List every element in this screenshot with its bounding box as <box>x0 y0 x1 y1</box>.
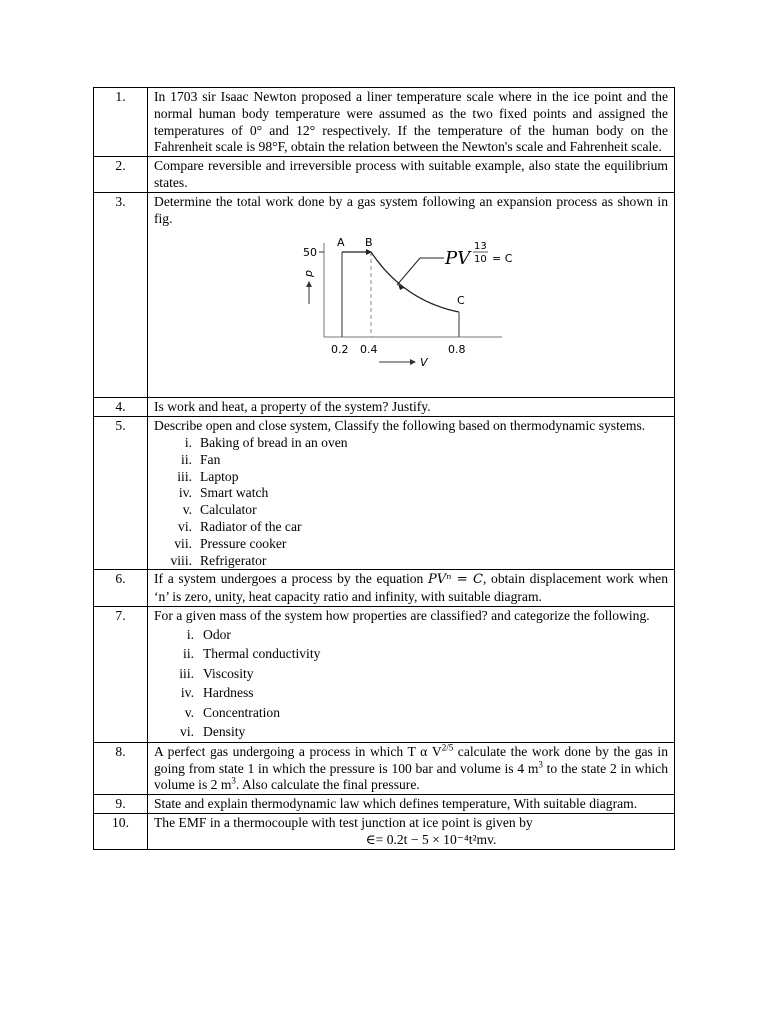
equation: PVⁿ = C <box>428 572 483 588</box>
list-item-numeral: iii. <box>179 665 194 681</box>
question-text: Describe open and close system, Classify the following based on thermodynamic systems. <box>154 418 646 434</box>
question-row-10 <box>94 813 675 849</box>
question-row-7 <box>94 606 675 742</box>
point-c-label: C <box>457 294 465 308</box>
superscript: 2/5 <box>441 742 454 753</box>
question-cell <box>148 570 675 607</box>
x-axis-label: V <box>420 356 428 370</box>
list-item-label: Calculator <box>200 502 257 518</box>
list-item <box>154 502 668 519</box>
list-item-numeral: iv. <box>178 485 192 501</box>
question-cell <box>148 606 675 742</box>
question-row-1 <box>94 88 675 157</box>
question-number: 8. <box>94 742 148 794</box>
list-item-numeral: i. <box>186 626 194 642</box>
question-text: Determine the total work done by a gas system following an expansion process as shown in fig. <box>154 193 668 226</box>
list-item-numeral: vi. <box>178 518 192 534</box>
list-item-numeral: ii. <box>181 451 192 467</box>
x-tick-label: 0.4 <box>360 343 378 357</box>
list-item-label: Refrigerator <box>200 552 267 568</box>
list-item <box>154 435 668 452</box>
list-item-label: Density <box>203 724 246 740</box>
question-text: State and explain thermodynamic law which defines temperature, With suitable diagram. <box>148 795 675 814</box>
curve-label-exp-num: 13 <box>474 241 487 253</box>
question-text: calculate the work done by the gas in going from state 1 in which the pressure is 100 bar and volume is 4 m <box>154 743 668 776</box>
list-item-label: Baking of bread in an oven <box>200 434 348 450</box>
question-cell <box>148 742 675 794</box>
curve-label-pv: PV <box>445 248 471 270</box>
list-item-numeral: ii. <box>183 646 194 662</box>
list-item-numeral: v. <box>184 704 194 720</box>
question-text: . Also calculate the final pressure. <box>235 777 420 793</box>
list-item <box>154 703 668 723</box>
list-item-label: Viscosity <box>203 665 254 681</box>
list-item <box>154 683 668 703</box>
list-item-numeral: i. <box>184 434 192 450</box>
question-row-2 <box>94 157 675 193</box>
y-axis-arrow-head <box>306 281 312 287</box>
list-item-label: Fan <box>200 451 221 467</box>
list-item <box>154 536 668 553</box>
question-number: 10. <box>94 813 148 849</box>
list-item <box>154 452 668 469</box>
curve-label-exp-den: 10 <box>474 254 487 266</box>
list-item-label: Concentration <box>203 704 281 720</box>
question-text: Is work and heat, a property of the system? Justify. <box>148 398 675 417</box>
superscript: 3 <box>231 775 236 786</box>
question-row-8 <box>94 742 675 794</box>
question-number: 4. <box>94 398 148 417</box>
y-axis-label: p <box>302 270 315 278</box>
x-axis-arrow-head <box>410 359 416 365</box>
question-row-5 <box>94 417 675 570</box>
list-item-label: Radiator of the car <box>200 518 302 534</box>
question-row-9 <box>94 795 675 814</box>
list-item <box>154 625 668 645</box>
question-table <box>93 87 675 850</box>
list-item-label: Laptop <box>200 468 239 484</box>
question-number: 6. <box>94 570 148 607</box>
question-number: 3. <box>94 192 148 398</box>
pv-diagram-svg <box>294 233 534 393</box>
list-item-numeral: iii. <box>177 468 192 484</box>
x-tick-label: 0.2 <box>331 343 349 357</box>
question-cell <box>148 192 675 398</box>
list-item-label: Hardness <box>203 685 254 701</box>
question-text: , obtain displacement work when ‘n’ is zero, unity, heat capacity ratio and infinity, with suitable diagram. <box>154 571 668 605</box>
question-text: Compare reversible and irreversible process with suitable example, also state the equilibrium states. <box>148 157 675 193</box>
equation: ∈= 0.2t − 5 × 10⁻⁴t²mv. <box>365 831 497 847</box>
list-item <box>154 664 668 684</box>
point-a-label: A <box>337 236 345 250</box>
question-number: 1. <box>94 88 148 157</box>
question-text: A perfect gas undergoing a process in which T α V <box>154 743 442 759</box>
question-number: 5. <box>94 417 148 570</box>
list-item-numeral: vi. <box>180 724 194 740</box>
list-item-numeral: v. <box>182 502 192 518</box>
list-item-numeral: viii. <box>170 552 192 568</box>
list-item-label: Pressure cooker <box>200 535 287 551</box>
x-tick-label: 0.8 <box>448 343 466 357</box>
question-number: 7. <box>94 606 148 742</box>
question-row-6 <box>94 570 675 607</box>
question-text: For a given mass of the system how properties are classified? and categorize the following. <box>154 607 650 623</box>
list-item <box>154 469 668 486</box>
question-text: In 1703 sir Isaac Newton proposed a liner temperature scale where in the ice point and the normal human body temperature were assumed as the two fixed points and assigned the temperatures of 0° and 12° respectively. If the temperature of the human body on the Fahrenheit scale is 98°F, obtain the relation between the Newton's scale and Fahrenheit scale. <box>148 88 675 157</box>
question-cell <box>148 813 675 849</box>
question-row-4 <box>94 398 675 417</box>
list-item <box>154 485 668 502</box>
pv-diagram <box>154 227 668 397</box>
question-text: If a system undergoes a process by the equation <box>154 571 428 587</box>
point-b-label: B <box>365 236 373 250</box>
list-item-label: Smart watch <box>200 485 269 501</box>
list-item-numeral: vii. <box>174 535 192 551</box>
list-item <box>154 722 668 742</box>
leader-line-d <box>397 258 420 285</box>
list-item-numeral: iv. <box>180 685 194 701</box>
curve-label-rhs: = C <box>492 252 513 266</box>
y-tick-label: 50 <box>303 246 317 260</box>
list-item-label: Odor <box>203 626 231 642</box>
list-item <box>154 644 668 664</box>
question-number: 9. <box>94 795 148 814</box>
question-row-3 <box>94 192 675 398</box>
question-text: to the state 2 in which volume is 2 m <box>154 760 668 793</box>
question-number: 2. <box>94 157 148 193</box>
list-item <box>154 553 668 570</box>
question-cell <box>148 417 675 570</box>
question-text: The EMF in a thermocouple with test junction at ice point is given by <box>154 814 533 830</box>
superscript: 3 <box>538 759 543 769</box>
list-item <box>154 519 668 536</box>
list-item-label: Thermal conductivity <box>203 646 321 662</box>
